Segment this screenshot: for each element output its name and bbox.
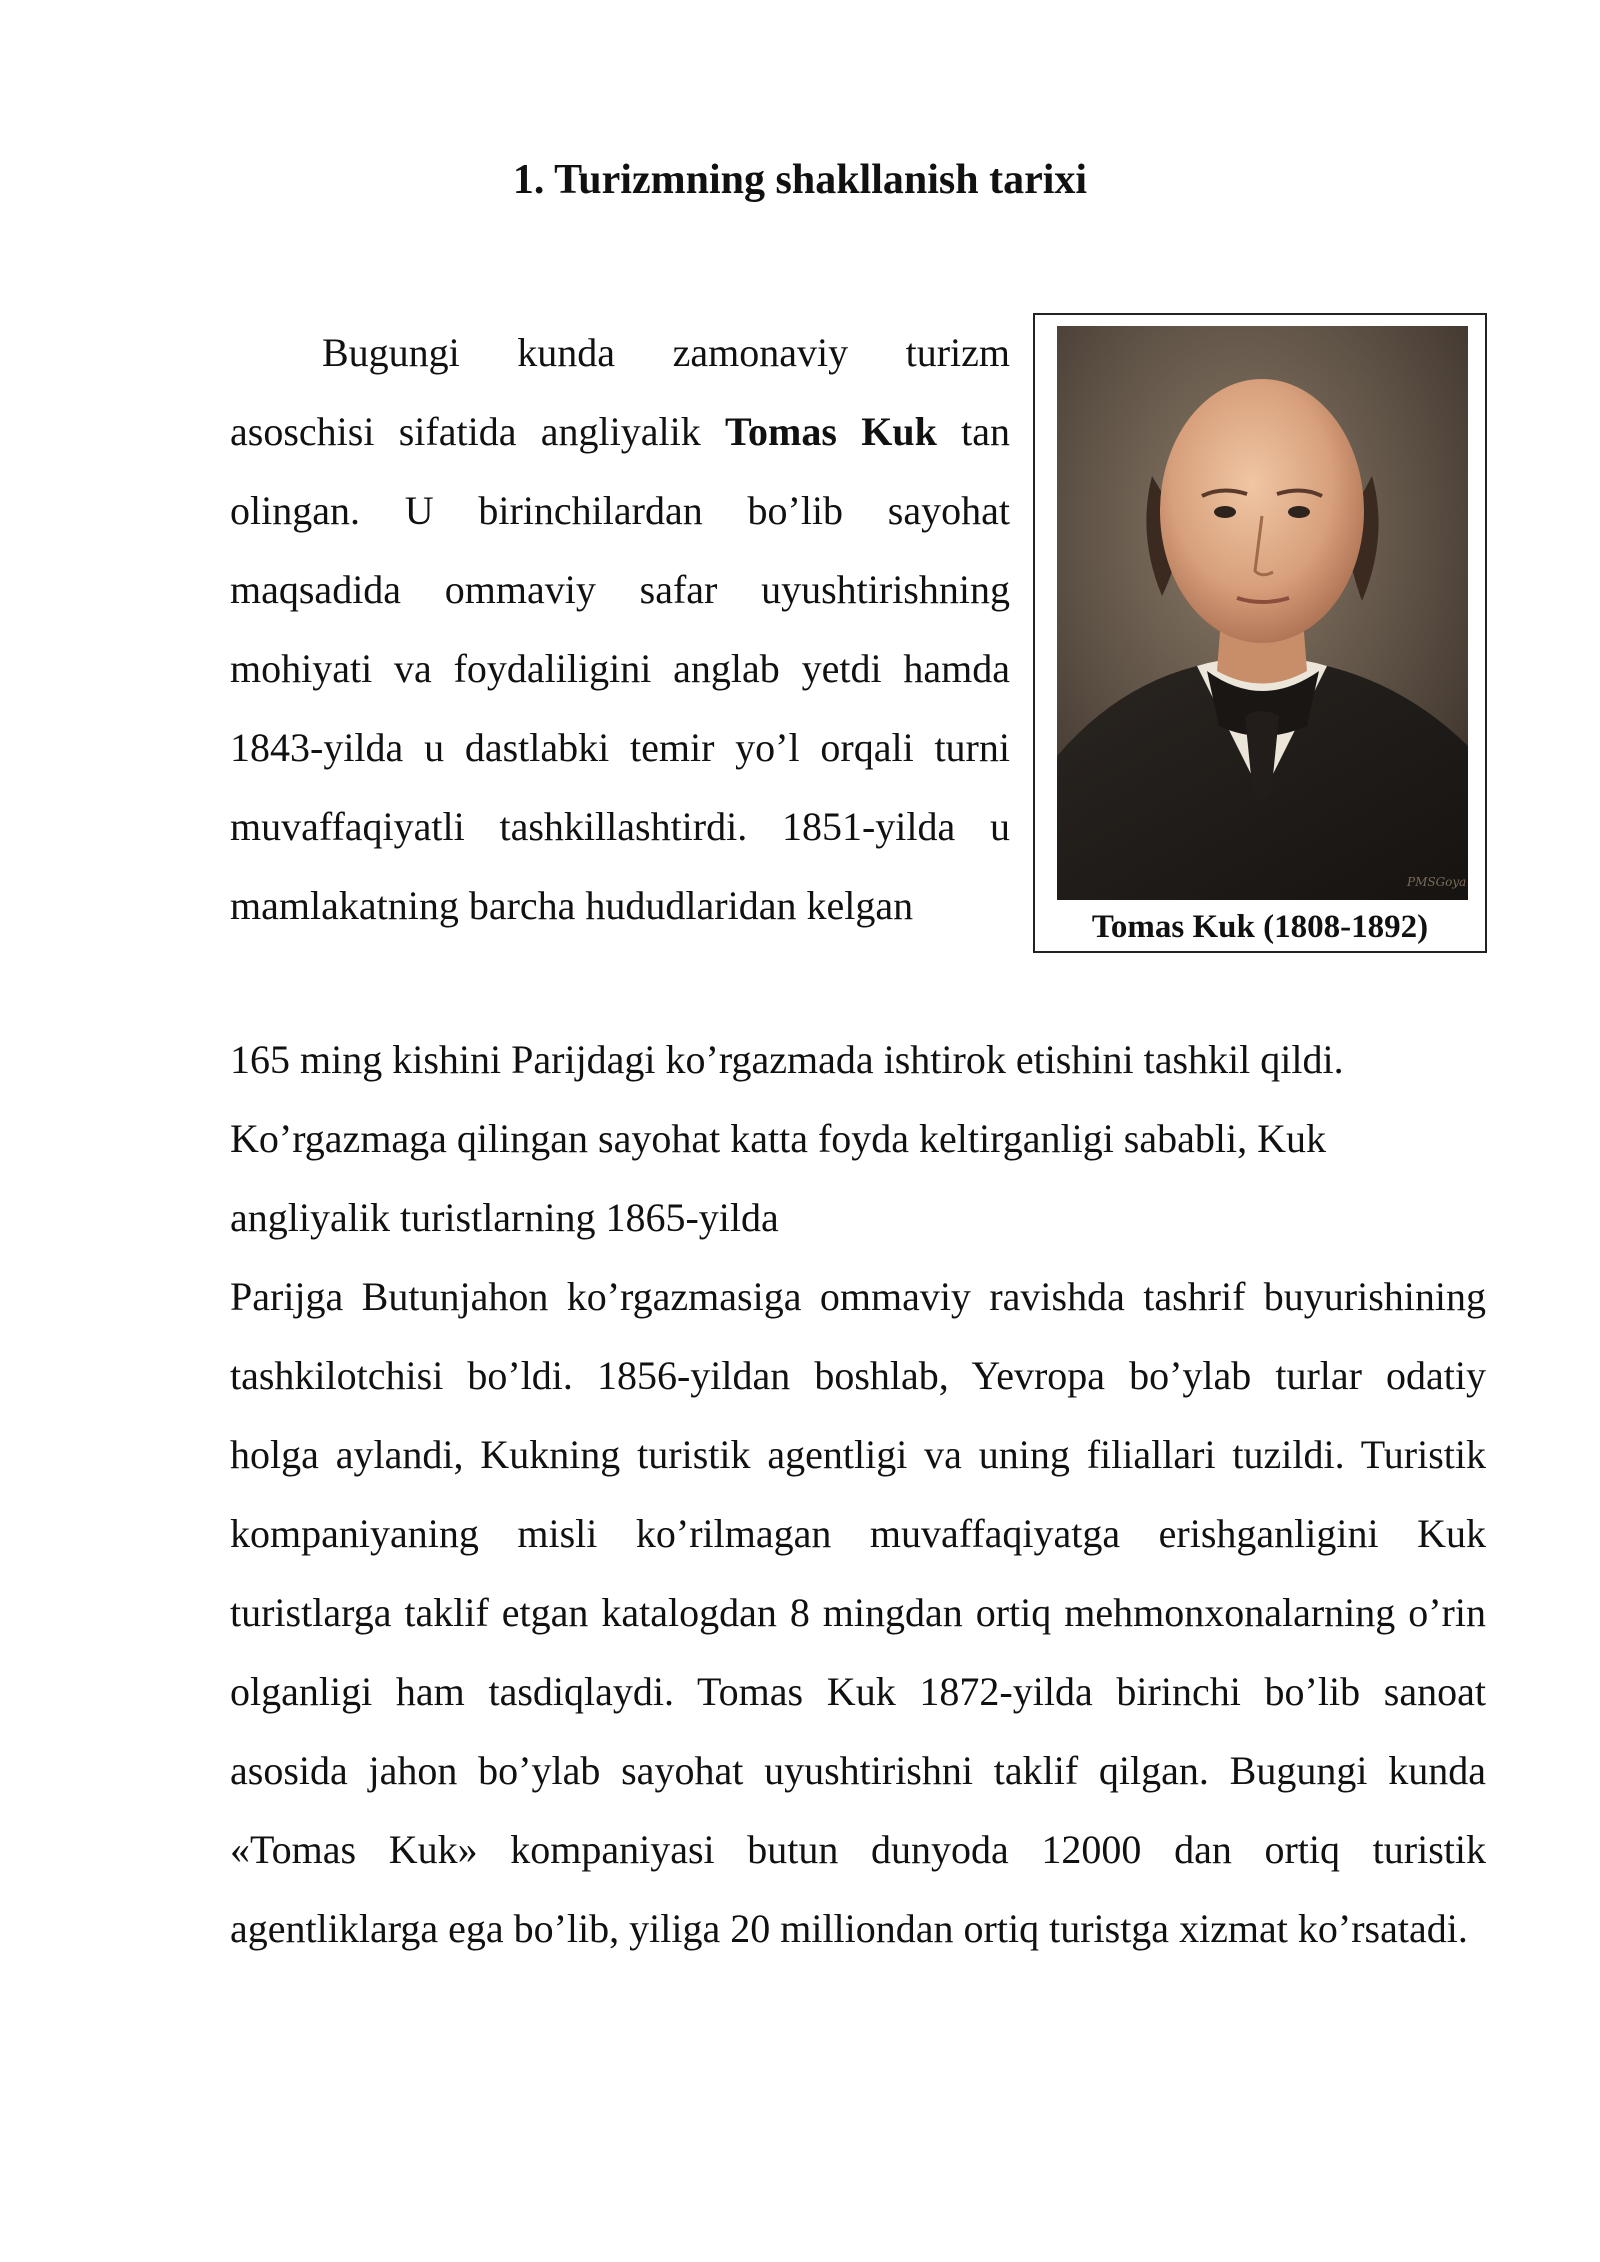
figure-caption: Tomas Kuk (1808-1892) [1091,909,1429,945]
intro-paragraph [230,313,1010,945]
main-text [230,1020,1486,1968]
text-line: 165 ming kishini Parijdagi ko’rgazmada ishtirok etishini tashkil qildi. [230,1037,1344,1082]
person-name-bold: Tomas Kuk [725,409,937,454]
final-paragraph: Parijga Butunjahon ko’rgazmasiga ommaviy ravishda tashrif buyurishining tashkilotchisi bo’ldi. 1856-yildan boshlab, Yevropa bo’ylab turlar odatiy holga aylandi, Kukning turistik agentligi va uning filiallari tuzildi. Turistik kompaniyaning misli ko’rilmagan muvaffaqiyatga erishganligini Kuk turistlarga taklif etgan katalogdan 8 mingdan ortiq mehmonxonalarning o’rin olganligi ham tasdiqlaydi. Tomas Kuk 1872-yilda birinchi bo’lib sanoat asosida jahon bo’ylab sayohat uyushtirishni taklif qilgan. Bugungi kunda «Tomas Kuk» kompaniyasi butun dunyoda 12000 dan ortiq turistik agentliklarga ega bo’lib, yiliga 20 milliondan ortiq turistga xizmat ko’rsatadi. [230,1274,1486,1951]
text-line: angliyalik turistlarning 1865-yilda [230,1195,779,1240]
text-line: Ko’rgazmaga qilingan sayohat katta foyda keltirganligi sababli, Kuk [230,1116,1326,1161]
intro-text-end: tan olingan. U birinchilardan bo’lib sayohat maqsadida ommaviy safar uyushtirishning mohiyati va foydaliligini anglab yetdi hamda 1843-yilda u dastlabki temir yo’l orqali turni muvaffaqiyatli tashkillashtirdi. 1851-yilda u mamlakatning barcha hududlaridan kelgan [230,409,1010,928]
portrait-figure [1033,313,1487,953]
page-title: 1. Turizmning shakllanish tarixi [512,157,1088,203]
portrait-image [1057,326,1468,900]
intro-text-start: Bugungi kunda zamonaviy turizm asoschisi sifatida angliyalik [230,330,1010,454]
painter-signature: PMSGoya [1407,875,1467,889]
